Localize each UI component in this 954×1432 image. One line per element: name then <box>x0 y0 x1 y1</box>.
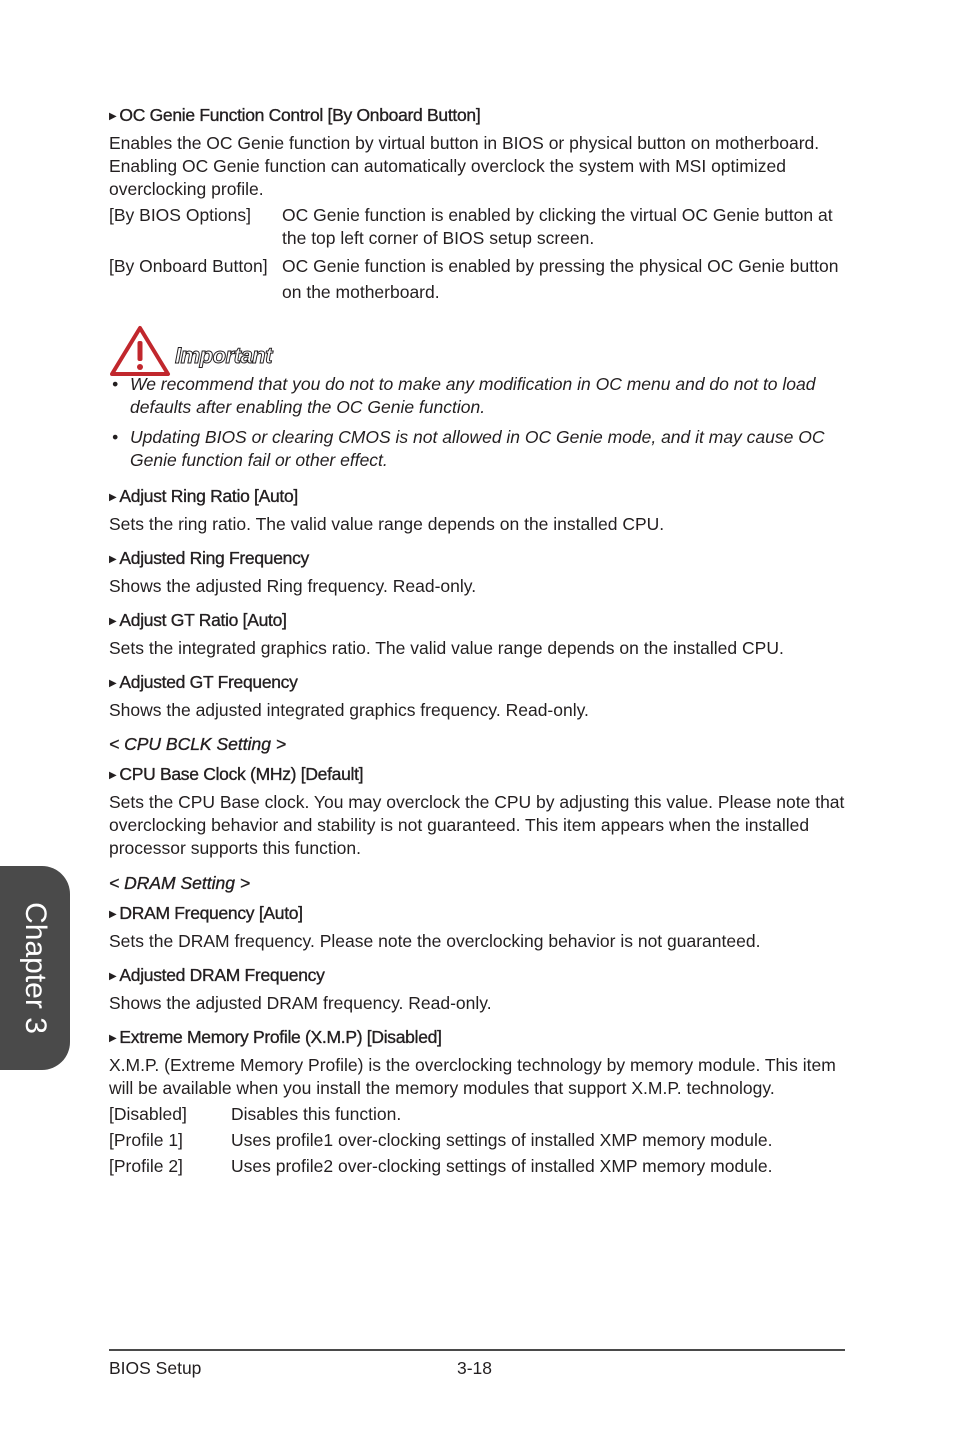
setting-description: Sets the CPU Base clock. You may overclock the CPU by adjusting this value. Please note that overclocking behavior and stability is not guaranteed. This item appears when the installed processor supports this function. <box>109 792 845 858</box>
setting-description: Enables the OC Genie function by virtual button in BIOS or physical button on motherboard. Enabling OC Genie function can automatically overclock the system with MSI optimized overclocking profile. <box>109 133 820 199</box>
setting-title: ▶ Adjusted Ring Frequency <box>109 548 309 568</box>
section-title-bclk: < CPU BCLK Setting > <box>109 734 287 754</box>
option-row <box>109 1129 845 1152</box>
footer-divider <box>109 1349 845 1351</box>
triangle-bullet-icon: ▶ <box>109 492 117 503</box>
important-bullet: • We recommend that you do not to make any modification in OC menu and do not to load defaults after enabling the OC Genie function. <box>112 374 816 417</box>
page-content <box>109 104 845 1189</box>
setting-description: Sets the integrated graphics ratio. The valid value range depends on the installed CPU. <box>109 638 784 658</box>
setting-description: Shows the adjusted DRAM frequency. Read-only. <box>109 993 492 1013</box>
setting-description: X.M.P. (Extreme Memory Profile) is the overclocking technology by memory module. This item will be available when you install the memory modules that support X.M.P. technology. <box>109 1055 836 1098</box>
setting-title: ▶ OC Genie Function Control [By Onboard Button] <box>109 105 481 125</box>
triangle-bullet-icon: ▶ <box>109 554 117 565</box>
important-title: Important <box>175 343 272 368</box>
triangle-bullet-icon: ▶ <box>109 678 117 689</box>
triangle-bullet-icon: ▶ <box>109 770 117 781</box>
setting-title: ▶ Adjusted GT Frequency <box>109 672 298 692</box>
setting-oc-genie <box>109 104 845 305</box>
setting-dram-frequency <box>109 902 845 953</box>
triangle-bullet-icon: ▶ <box>109 616 117 627</box>
section-title-dram: < DRAM Setting > <box>109 873 251 893</box>
triangle-bullet-icon: ▶ <box>109 1033 117 1044</box>
setting-title: ▶ DRAM Frequency [Auto] <box>109 903 303 923</box>
setting-title: ▶ Adjusted DRAM Frequency <box>109 965 325 985</box>
footer-section-name: BIOS Setup <box>109 1358 202 1378</box>
option-key: [By BIOS Options] <box>109 205 251 225</box>
setting-title: ▶ CPU Base Clock (MHz) [Default] <box>109 764 364 784</box>
setting-description: Sets the DRAM frequency. Please note the overclocking behavior is not guaranteed. <box>109 931 761 951</box>
option-row <box>109 253 845 305</box>
setting-adjusted-ring-frequency <box>109 547 845 598</box>
option-value: OC Genie function is enabled by clicking the virtual OC Genie button at the top left corner of BIOS setup screen. <box>282 205 833 248</box>
setting-adjust-ring-ratio <box>109 485 845 536</box>
setting-adjust-gt-ratio <box>109 609 845 660</box>
setting-description: Shows the adjusted integrated graphics frequency. Read-only. <box>109 700 589 720</box>
option-row <box>109 1155 845 1178</box>
triangle-bullet-icon: ▶ <box>109 111 117 122</box>
triangle-bullet-icon: ▶ <box>109 971 117 982</box>
option-value: Uses profile2 over-clocking settings of installed XMP memory module. <box>231 1156 773 1176</box>
warning-triangle-icon <box>109 325 171 377</box>
setting-title: ▶ Adjust Ring Ratio [Auto] <box>109 486 298 506</box>
option-key: [By Onboard Button] <box>109 256 268 276</box>
option-value: Disables this function. <box>231 1104 402 1124</box>
setting-xmp <box>109 1026 845 1178</box>
important-note <box>109 325 845 472</box>
triangle-bullet-icon: ▶ <box>109 909 117 920</box>
setting-cpu-base-clock <box>109 763 845 860</box>
setting-title: ▶ Extreme Memory Profile (X.M.P) [Disabled] <box>109 1027 442 1047</box>
option-value: Uses profile1 over-clocking settings of installed XMP memory module. <box>231 1130 773 1150</box>
setting-title: ▶ Adjust GT Ratio [Auto] <box>109 610 287 630</box>
setting-description: Sets the ring ratio. The valid value range depends on the installed CPU. <box>109 514 665 534</box>
option-row <box>109 1103 845 1126</box>
important-bullet: • Updating BIOS or clearing CMOS is not allowed in OC Genie mode, and it may cause OC Genie function fail or other effect. <box>112 427 825 470</box>
chapter-tab <box>0 866 70 1070</box>
option-key: [Profile 2] <box>109 1156 183 1176</box>
chapter-tab-label: Chapter 3 <box>19 902 52 1034</box>
option-key: [Disabled] <box>109 1104 187 1124</box>
option-value: OC Genie function is enabled by pressing the physical OC Genie button on the motherboard. <box>282 256 839 302</box>
setting-adjusted-dram-frequency <box>109 964 845 1015</box>
setting-description: Shows the adjusted Ring frequency. Read-only. <box>109 576 477 596</box>
footer-page-number: 3-18 <box>457 1358 493 1378</box>
setting-adjusted-gt-frequency <box>109 671 845 722</box>
option-row <box>109 204 845 250</box>
option-key: [Profile 1] <box>109 1130 183 1150</box>
